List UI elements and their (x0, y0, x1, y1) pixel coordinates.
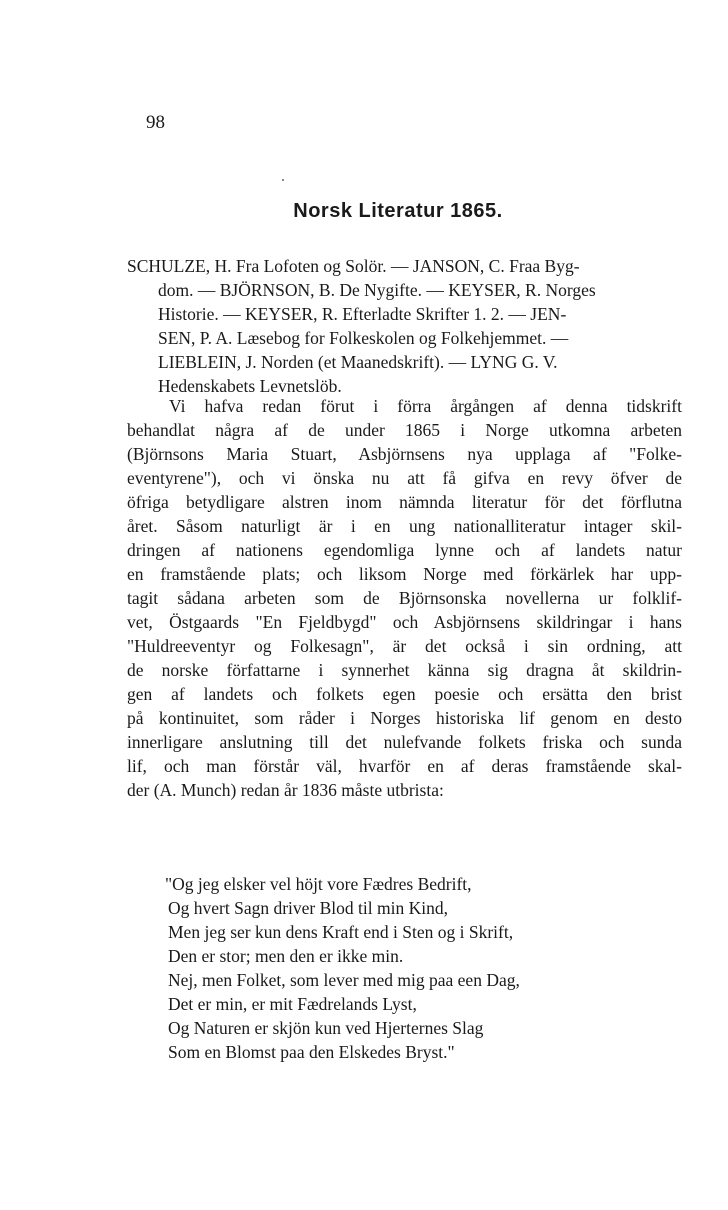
poem-quote (165, 872, 520, 1064)
poem-line: Det er min, er mit Fædrelands Lyst, (168, 994, 417, 1014)
paragraph-line: eventyrene"), och vi önska nu att få gifva en revy öfver de (127, 468, 682, 488)
paragraph-line: på kontinuitet, som råder i Norges historiska lif genom en desto (127, 708, 682, 728)
bibliography-line: SEN, P. A. Læsebog for Folkeskolen og Folkehjemmet. — (158, 328, 569, 348)
paragraph-line: dringen af nationens egendomliga lynne och af landets natur (127, 540, 682, 560)
page-number: 98 (146, 112, 165, 133)
section-heading (0, 200, 728, 223)
poem-line: Som en Blomst paa den Elskedes Bryst." (168, 1042, 455, 1062)
section-heading-text: Norsk Literatur 1865. (293, 200, 503, 222)
bibliography-line: Historie. — KEYSER, R. Efterladte Skrifter 1. 2. — JEN- (158, 304, 567, 324)
paragraph-line: lif, och man förstår väl, hvarför en af deras framstående skal- (127, 756, 682, 776)
body-paragraph (127, 394, 682, 802)
paragraph-line: öfriga betydligare alstren inom nämnda literatur för det förflutna (127, 492, 682, 512)
bibliography-list (127, 254, 682, 398)
paragraph-line: innerligare anslutning till det nulefvande folkets friska och sunda (127, 732, 682, 752)
paragraph-line: der (A. Munch) redan år 1836 måste utbrista: (127, 780, 444, 800)
poem-line: Men jeg ser kun dens Kraft end i Sten og i Skrift, (168, 922, 514, 942)
poem-line: Nej, men Folket, som lever med mig paa een Dag, (168, 970, 520, 990)
poem-line: Og Naturen er skjön kun ved Hjerternes Slag (168, 1018, 484, 1038)
poem-line: Den er stor; men den er ikke min. (168, 946, 404, 966)
bibliography-line: SCHULZE, H. Fra Lofoten og Solör. — JANSON, C. Fraa Byg- (127, 256, 580, 276)
paragraph-line: (Björnsons Maria Stuart, Asbjörnsens nya upplaga af "Folke- (127, 444, 682, 464)
poem-line: Og hvert Sagn driver Blod til min Kind, (168, 898, 448, 918)
paragraph-line: de norske författarne i synnerhet känna sig dragna åt skildrin- (127, 660, 682, 680)
poem-line: "Og jeg elsker vel höjt vore Fædres Bedrift, (165, 874, 472, 894)
paragraph-line: "Huldreeventyr og Folkesagn", är det också i sin ordning, att (127, 636, 682, 656)
bibliography-line: dom. — BJÖRNSON, B. De Nygifte. — KEYSER, R. Norges (158, 280, 596, 300)
paragraph-line: gen af landets och folkets egen poesie och ersätta den brist (127, 684, 682, 704)
bibliography-line: Hedenskabets Levnetslöb. (158, 376, 342, 396)
printing-speck (282, 179, 284, 181)
bibliography-line: LIEBLEIN, J. Norden (et Maanedskrift). — LYNG G. V. (158, 352, 558, 372)
paragraph-line: Vi hafva redan förut i förra årgången af denna tidskrift (169, 396, 682, 416)
paragraph-line: vet, Östgaards "En Fjeldbygd" och Asbjörnsens skildringar i hans (127, 612, 682, 632)
paragraph-line: året. Såsom naturligt är i en ung nationalliteratur intager skil- (127, 516, 682, 536)
paragraph-line: behandlat några af de under 1865 i Norge utkomna arbeten (127, 420, 682, 440)
paragraph-line: en framstående plats; och liksom Norge med förkärlek har upp- (127, 564, 682, 584)
paragraph-line: tagit sådana arbeten som de Björnsonska novellerna ur folklif- (127, 588, 682, 608)
